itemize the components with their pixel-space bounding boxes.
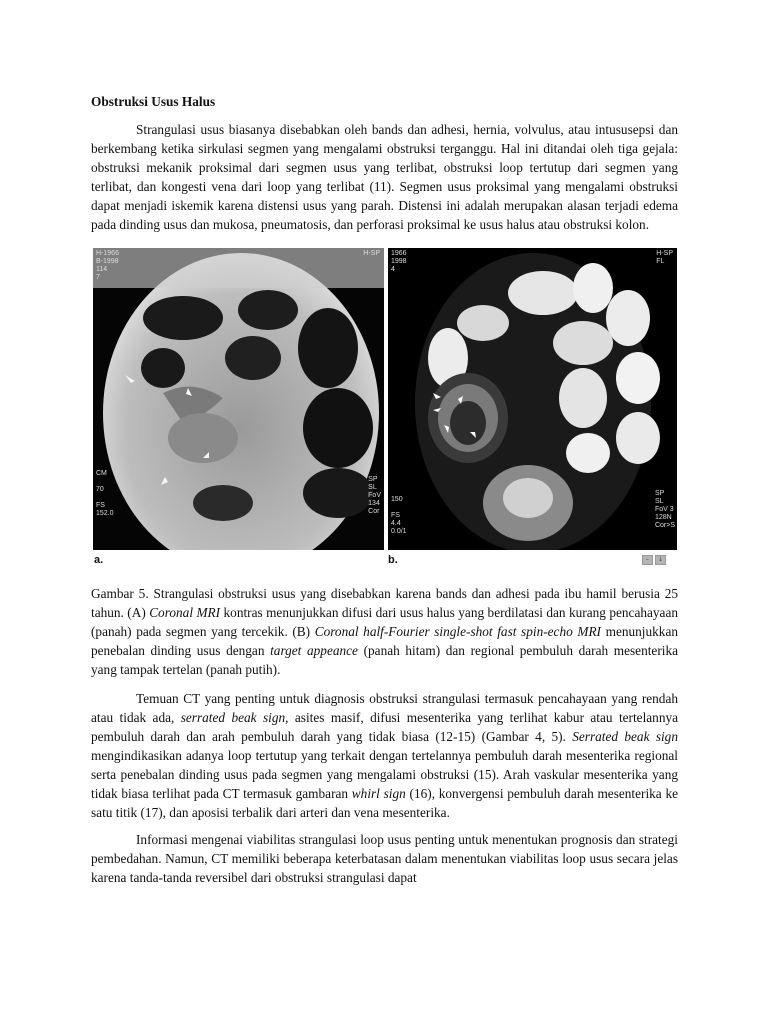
caption-text-3: menunjukkan penebalan dinding usus dengan <box>91 624 678 658</box>
paragraph-viability: Informasi mengenai viabilitas strangulasi loop usus penting untuk menentukan prognosis dan strategi pembedahan. Namun, CT memiliki beberapa keterbatasan dalam menentukan viabilitas loop usus secara jelas karena tanda-tanda reversibel dari obstruksi strangulasi dapat <box>91 832 678 885</box>
overlay-b-bottom-left: 150 FS 4.4 0.0/1 <box>391 496 407 535</box>
p2-text-1: Temuan CT yang penting untuk diagnosis obstruksi strangulasi termasuk pencahayaan yang rendah atau tidak ada, <box>91 691 678 725</box>
minimize-icon[interactable]: – <box>642 555 653 565</box>
p2-italic-2: Serrated beak sign <box>572 729 678 744</box>
caption-italic-1: Coronal MRI <box>149 605 221 620</box>
p2-italic-3: whirl sign <box>351 786 406 801</box>
document-page <box>91 92 678 895</box>
figure-label-b: b. <box>388 554 398 566</box>
caption-text-4: (panah hitam) dan regional pembuluh darah mesenterika yang tampak tertelan (panah putih). <box>91 643 678 677</box>
overlay-b-top-left: 1966 1998 4 <box>391 250 407 273</box>
p2-text-2: , asites masif, difusi mesenterika yang terlihat kabur atau tertelannya pembuluh darah dan arah pembuluh darah yang tidak biasa (12-15) (Gambar 4, 5). <box>91 710 679 744</box>
caption-text-2: kontras menunjukkan difusi dari usus halus yang berdilatasi dan kurang pencahayaan (panah) pada segmen yang tercekik. (B) <box>91 605 678 639</box>
mri-image-a <box>93 248 384 550</box>
figure-5 <box>91 248 678 576</box>
overlay-b-bottom-right: SP SL FoV 3 128N Cor>S <box>654 490 675 529</box>
section-heading: Obstruksi Usus Halus <box>91 94 216 109</box>
overlay-b-top-right: H-SP FL <box>656 250 673 265</box>
caption-italic-2: Coronal half-Fourier single-shot fast spin-echo MRI <box>314 624 601 639</box>
mri-image-b <box>388 248 677 550</box>
p2-italic-1: serrated beak sign <box>180 710 286 725</box>
p2-text-4: (16), konvergensi pembuluh darah mesenterika ke satu titik (17), dan aposisi terbalik dari arteri dan vena mesenterika. <box>91 786 678 820</box>
caption-italic-3: target appeance <box>270 643 358 658</box>
figure-label-a: a. <box>94 554 104 566</box>
overlay-a-top-right: H-SP <box>363 250 380 257</box>
overlay-a-bottom-right: SP SL FoV 134 Cor <box>368 476 381 515</box>
paragraph-ct-findings <box>91 689 678 822</box>
figure-caption <box>91 584 678 679</box>
overlay-a-top-left: H-1966 B-1998 114 7 <box>96 250 119 281</box>
p2-text-3: mengindikasikan adanya loop tertutup yang terkait dengan tertelannya pembuluh darah mesenterika regional serta penebalan dinding usus pada segmen yang mengalami obstruksi (15). Arah vaskular mesenterika yang tidak biasa terlihat pada CT termasuk gambaran <box>91 748 678 801</box>
download-icon[interactable]: ↓ <box>655 555 666 565</box>
overlay-a-bottom-left: CM 70 FS 152.0 <box>96 470 114 517</box>
paragraph-intro: Strangulasi usus biasanya disebabkan oleh bands dan adhesi, hernia, volvulus, atau intususepsi dan berkembang ketika sirkulasi segmen yang mengalami obstruksi terganggu. Hal ini ditandai oleh tiga gejala: obstruksi mekanik proksimal dari segmen usus yang terlibat, obstruksi loop tertutup dari segmen yang terlibat, dan kongesti vena dari loop yang terlibat (11). Segmen usus proksimal yang mengalami obstruksi dapat menjadi iskemik karena distensi usus yang parah. Distensi ini adalah merupakan alasan terjadi edema pada dinding usus dan mukosa, pneumatosis, dan perforasi proksimal ke usus halus atau obstruksi kolon. <box>91 122 678 232</box>
caption-text-1: Gambar 5. Strangulasi obstruksi usus yang disebabkan karena bands dan adhesi pada ibu hamil berusia 25 tahun. (A) <box>91 586 678 620</box>
